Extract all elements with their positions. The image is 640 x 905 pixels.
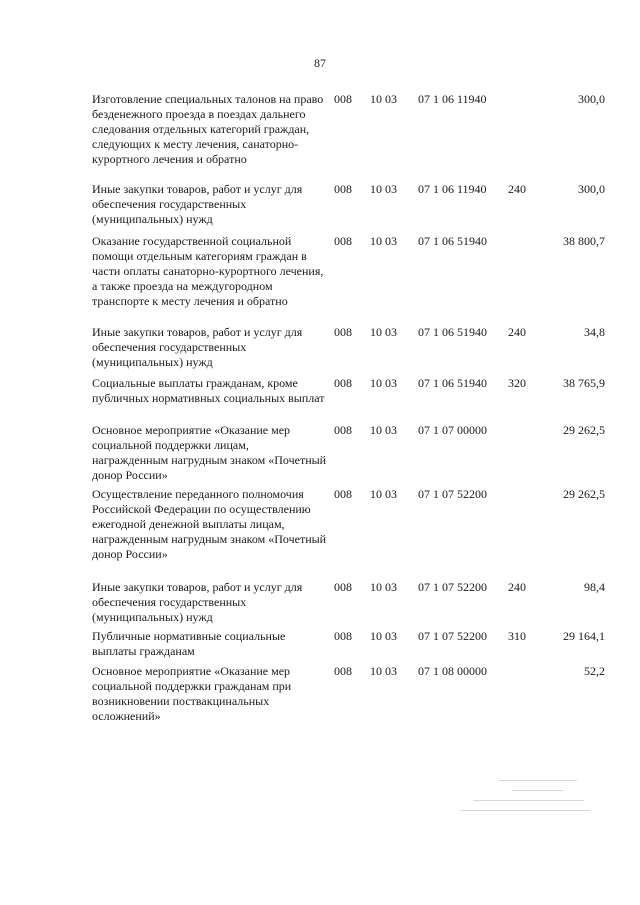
row-ministry-code: 008: [334, 376, 352, 390]
row-section-code: 10 03: [370, 580, 397, 594]
row-program-code: 07 1 06 51940: [418, 325, 487, 339]
row-amount: 34,8: [584, 325, 605, 339]
row-ministry-code: 008: [334, 664, 352, 678]
row-expense-type: 320: [508, 376, 526, 390]
row-name: Оказание государственной социальной помощи отдельным категориям граждан в части оплаты санаторно-курортного лечения, а также проезда на междугородном транспорте к месту лечения и обратно: [92, 234, 324, 308]
row-name: Осуществление переданного полномочия Российской Федерации по осуществлению ежегодной денежной выплаты лицам, награжденным нагрудным знаком «Почетный донор России»: [92, 487, 327, 561]
row-program-code: 07 1 06 51940: [418, 376, 487, 390]
row-ministry-code: 008: [334, 325, 352, 339]
row-expense-type: 240: [508, 325, 526, 339]
row-ministry-code: 008: [334, 629, 352, 643]
row-program-code: 07 1 06 11940: [418, 92, 487, 106]
row-ministry-code: 008: [334, 92, 352, 106]
row-expense-type: 240: [508, 580, 526, 594]
row-name: Основное мероприятие «Оказание мер социальной поддержки лицам, награжденным нагрудным знаком «Почетный донор России»: [92, 423, 327, 482]
row-ministry-code: 008: [334, 234, 352, 248]
row-amount: 29 262,5: [563, 423, 605, 437]
row-program-code: 07 1 06 11940: [418, 182, 487, 196]
row-amount: 300,0: [578, 92, 605, 106]
row-section-code: 10 03: [370, 487, 397, 501]
row-name: Иные закупки товаров, работ и услуг для обеспечения государственных (муниципальных) нужд: [92, 182, 303, 226]
row-program-code: 07 1 07 00000: [418, 423, 487, 437]
row-section-code: 10 03: [370, 629, 397, 643]
row-name: Иные закупки товаров, работ и услуг для обеспечения государственных (муниципальных) нужд: [92, 325, 303, 369]
row-expense-type: 310: [508, 629, 526, 643]
row-section-code: 10 03: [370, 664, 397, 678]
row-ministry-code: 008: [334, 182, 352, 196]
row-amount: 52,2: [584, 664, 605, 678]
row-section-code: 10 03: [370, 325, 397, 339]
row-ministry-code: 008: [334, 487, 352, 501]
row-ministry-code: 008: [334, 580, 352, 594]
row-amount: 38 800,7: [563, 234, 605, 248]
row-amount: 300,0: [578, 182, 605, 196]
row-section-code: 10 03: [370, 234, 397, 248]
row-amount: 98,4: [584, 580, 605, 594]
row-section-code: 10 03: [370, 92, 397, 106]
row-name: Изготовление специальных талонов на право безденежного проезда в поездах дальнего следования отдельных категорий граждан, следующих к месту лечения, санаторно-курортного лечения и обратно: [92, 92, 324, 166]
row-program-code: 07 1 08 00000: [418, 664, 487, 678]
faint-stamp-marks: [460, 780, 590, 820]
row-amount: 29 164,1: [563, 629, 605, 643]
row-program-code: 07 1 06 51940: [418, 234, 487, 248]
row-program-code: 07 1 07 52200: [418, 487, 487, 501]
row-expense-type: 240: [508, 182, 526, 196]
row-section-code: 10 03: [370, 423, 397, 437]
row-amount: 29 262,5: [563, 487, 605, 501]
row-section-code: 10 03: [370, 182, 397, 196]
row-program-code: 07 1 07 52200: [418, 580, 487, 594]
row-name: Публичные нормативные социальные выплаты гражданам: [92, 629, 286, 658]
row-amount: 38 765,9: [563, 376, 605, 390]
row-name: Социальные выплаты гражданам, кроме публичных нормативных социальных выплат: [92, 376, 325, 405]
row-section-code: 10 03: [370, 376, 397, 390]
row-ministry-code: 008: [334, 423, 352, 437]
row-program-code: 07 1 07 52200: [418, 629, 487, 643]
row-name: Иные закупки товаров, работ и услуг для обеспечения государственных (муниципальных) нужд: [92, 580, 303, 624]
page-number: 87: [314, 56, 326, 70]
row-name: Основное мероприятие «Оказание мер социальной поддержки гражданам при возникновении поствакцинальных осложнений»: [92, 664, 292, 723]
